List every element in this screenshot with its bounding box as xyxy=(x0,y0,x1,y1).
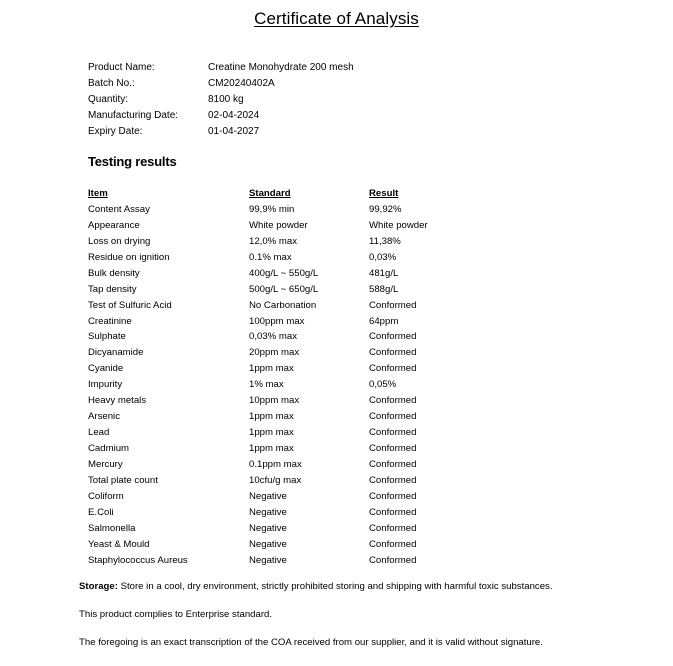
storage-note xyxy=(79,581,553,592)
table-row xyxy=(88,282,489,298)
cell-standard: 1ppm max xyxy=(249,411,294,423)
table-row xyxy=(88,202,489,218)
cell-standard: 0.1% max xyxy=(249,251,292,263)
cell-standard: Negative xyxy=(249,522,287,534)
cell-standard: 12,0% max xyxy=(249,235,297,247)
cell-item: Loss on drying xyxy=(88,235,151,247)
cell-result: Conformed xyxy=(369,331,417,343)
product-name-row xyxy=(88,60,354,76)
table-row xyxy=(88,393,489,409)
cell-standard: 20ppm max xyxy=(249,347,300,359)
table-header xyxy=(88,186,489,202)
table-row xyxy=(88,266,489,282)
cell-item: E.Coli xyxy=(88,506,114,518)
cell-item: Creatinine xyxy=(88,315,132,327)
cell-item: Lead xyxy=(88,427,110,439)
cell-standard: 10cfu/g max xyxy=(249,474,302,486)
cell-item: Appearance xyxy=(88,219,140,231)
table-row xyxy=(88,314,489,330)
cell-item: Salmonella xyxy=(88,522,136,534)
table-row xyxy=(88,537,489,553)
table-row xyxy=(88,409,489,425)
cell-standard: 99,9% min xyxy=(249,203,295,215)
cell-standard: White powder xyxy=(249,219,308,231)
expiry-date-row xyxy=(88,124,354,140)
cell-result: Conformed xyxy=(369,299,417,311)
cell-item: Content Assay xyxy=(88,203,150,215)
table-row xyxy=(88,441,489,457)
cell-result: 64ppm xyxy=(369,315,399,327)
cell-result: Conformed xyxy=(369,474,417,486)
table-row xyxy=(88,521,489,537)
cell-item: Tap density xyxy=(88,283,137,295)
table-row xyxy=(88,473,489,489)
cell-result: Conformed xyxy=(369,443,417,454)
info-label: Product Name: xyxy=(88,62,155,73)
column-header-result: Result xyxy=(369,188,399,199)
cell-result: Conformed xyxy=(369,411,417,423)
cell-result: Conformed xyxy=(369,347,417,359)
cell-item: Coliform xyxy=(88,490,124,502)
table-row xyxy=(88,457,489,473)
cell-standard: 10ppm max xyxy=(249,395,300,407)
cell-result: Conformed xyxy=(369,490,417,502)
manufacturing-date-row xyxy=(88,108,354,124)
document-title: Certificate of Analysis xyxy=(254,9,419,28)
table-row xyxy=(88,489,489,505)
testing-results-table xyxy=(88,186,489,569)
cell-item: Test of Sulfuric Acid xyxy=(88,299,172,311)
cell-standard: Negative xyxy=(249,538,287,550)
cell-result: Conformed xyxy=(369,363,417,375)
cell-standard: 1% max xyxy=(249,379,284,391)
cell-item: Yeast & Mould xyxy=(88,538,150,550)
cell-item: Staphylococcus Aureus xyxy=(88,554,188,566)
cell-result: 481g/L xyxy=(369,267,399,279)
batch-no-row xyxy=(88,76,354,92)
cell-result: Conformed xyxy=(369,395,417,407)
cell-item: Cadmium xyxy=(88,443,130,454)
table-row xyxy=(88,329,489,345)
table-row xyxy=(88,298,489,314)
cell-result: 99,92% xyxy=(369,203,402,215)
table-row xyxy=(88,553,489,569)
cell-standard: 1ppm max xyxy=(249,427,294,439)
cell-standard: 100ppm max xyxy=(249,315,305,327)
cell-result: 588g/L xyxy=(369,283,399,295)
info-value: 8100 kg xyxy=(208,94,244,105)
table-row xyxy=(88,250,489,266)
table-row xyxy=(88,425,489,441)
cell-standard: 1ppm max xyxy=(249,363,294,375)
cell-result: White powder xyxy=(369,219,428,231)
table-row xyxy=(88,218,489,234)
cell-standard: Negative xyxy=(249,490,287,502)
cell-result: Conformed xyxy=(369,458,417,470)
disclaimer-note: The foregoing is an exact transcription of the COA received from our supplier, and it is valid without signature. xyxy=(79,637,543,648)
cell-item: Dicyanamide xyxy=(88,347,144,359)
info-value: CM20240402A xyxy=(208,78,275,89)
product-info xyxy=(88,60,354,140)
table-row xyxy=(88,345,489,361)
cell-item: Cyanide xyxy=(88,363,124,375)
testing-results-heading: Testing results xyxy=(88,154,177,169)
cell-standard: Negative xyxy=(249,554,287,566)
cell-item: Total plate count xyxy=(88,474,158,486)
info-value: 01-04-2027 xyxy=(208,126,260,137)
cell-standard: 1ppm max xyxy=(249,443,294,454)
cell-standard: No Carbonation xyxy=(249,299,317,311)
cell-item: Sulphate xyxy=(88,331,126,343)
info-label: Batch No.: xyxy=(88,78,135,89)
info-value: 02-04-2024 xyxy=(208,110,260,121)
cell-result: 0,03% xyxy=(369,251,397,263)
table-row xyxy=(88,505,489,521)
column-header-standard: Standard xyxy=(249,188,291,199)
table-row xyxy=(88,377,489,393)
info-label: Expiry Date: xyxy=(88,126,143,137)
cell-standard: Negative xyxy=(249,506,287,518)
cell-result: Conformed xyxy=(369,522,417,534)
cell-result: Conformed xyxy=(369,506,417,518)
info-value: Creatine Monohydrate 200 mesh xyxy=(208,62,354,73)
quantity-row xyxy=(88,92,354,108)
cell-standard: 0,03% max xyxy=(249,331,297,343)
table-row xyxy=(88,234,489,250)
cell-item: Heavy metals xyxy=(88,395,147,407)
cell-standard: 400g/L ~ 550g/L xyxy=(249,267,319,279)
cell-standard: 0.1ppm max xyxy=(249,458,302,470)
table-row xyxy=(88,361,489,377)
cell-result: Conformed xyxy=(369,554,417,566)
compliance-note: This product complies to Enterprise standard. xyxy=(79,609,273,620)
cell-item: Residue on ignition xyxy=(88,251,170,263)
cell-item: Mercury xyxy=(88,458,123,470)
cell-result: Conformed xyxy=(369,538,417,550)
cell-standard: 500g/L ~ 650g/L xyxy=(249,283,319,295)
cell-result: 0,05% xyxy=(369,379,397,391)
cell-item: Impurity xyxy=(88,379,123,391)
cell-result: 11,38% xyxy=(369,235,401,247)
cell-result: Conformed xyxy=(369,427,417,439)
info-label: Manufacturing Date: xyxy=(88,110,179,121)
table-body xyxy=(88,202,489,569)
column-header-item: Item xyxy=(88,188,108,199)
cell-item: Arsenic xyxy=(88,411,120,423)
cell-item: Bulk density xyxy=(88,267,140,279)
info-label: Quantity: xyxy=(88,94,129,105)
storage-label: Storage: xyxy=(79,581,118,592)
storage-text: Store in a cool, dry environment, strictly prohibited storing and shipping with harmful toxic substances. xyxy=(117,581,553,592)
